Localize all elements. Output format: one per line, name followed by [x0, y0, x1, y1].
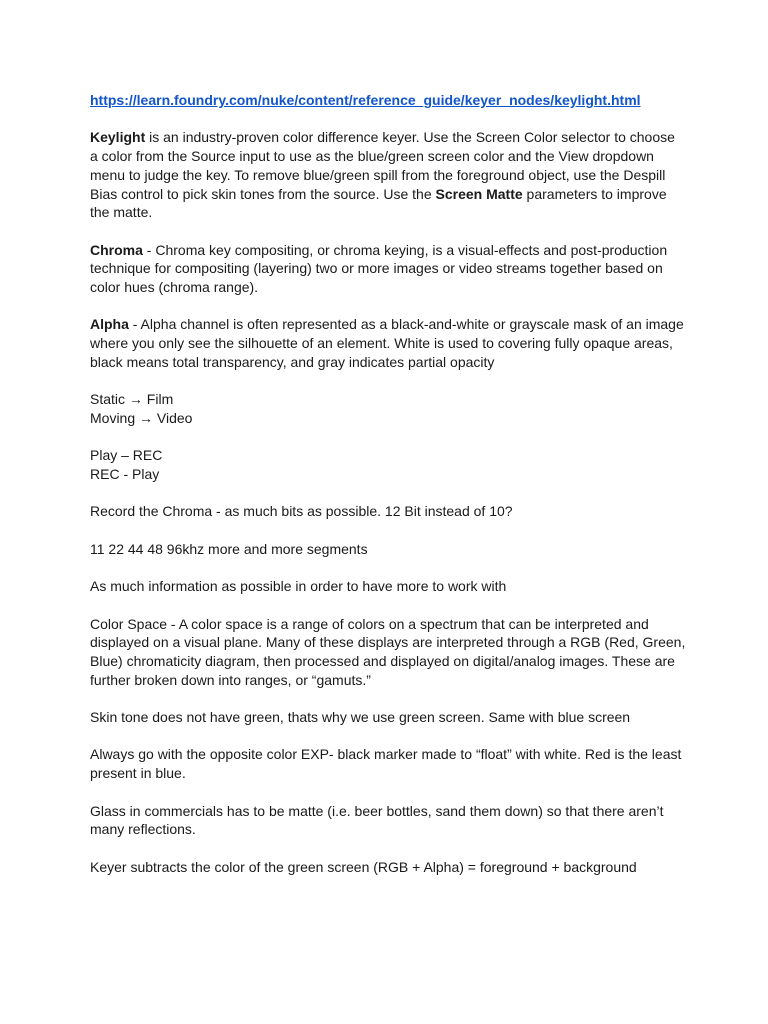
chroma-paragraph	[90, 241, 690, 297]
alpha-term: Alpha	[90, 316, 129, 333]
keylight-line-5: the matte.	[90, 204, 153, 221]
keylight-line-2: a color from the Source input to use as the blue/green screen color and the View dropdown	[90, 148, 654, 165]
alpha-line-1: Alpha - Alpha channel is often represented as a black-and-white or grayscale mask of an image	[90, 316, 684, 333]
keyer-line: Keyer subtracts the color of the green screen (RGB + Alpha) = foreground + background	[90, 858, 637, 875]
record-chroma-line: Record the Chroma - as much bits as possible. 12 Bit instead of 10?	[90, 503, 513, 520]
keylight-line-1: Keylight is an industry-proven color difference keyer. Use the Screen Color selector to choose	[90, 129, 675, 146]
alpha-line-2: where you only see the silhouette of an element. White is used to covering fully opaque areas,	[90, 335, 673, 352]
glass-line-2: many reflections.	[90, 821, 196, 838]
color-space-line-2: displayed on a visual plane. Many of these displays are interpreted through a RGB (Red, Green,	[90, 634, 686, 651]
glass-line-1: Glass in commercials has to be matte (i.e. beer bottles, sand them down) so that there aren’t	[90, 802, 664, 819]
color-space-paragraph	[90, 615, 690, 690]
khz-line: 11 22 44 48 96khz more and more segments	[90, 540, 368, 557]
skin-tone-paragraph	[90, 708, 690, 727]
alpha-paragraph	[90, 315, 690, 371]
alpha-line-3: black means total transparency, and gray indicates partial opacity	[90, 353, 495, 370]
document-page	[90, 91, 690, 895]
opposite-line-1: Always go with the opposite color EXP- black marker made to “float” with white. Red is the least	[90, 746, 682, 763]
skin-tone-line: Skin tone does not have green, thats why we use green screen. Same with blue screen	[90, 709, 631, 726]
play-rec-paragraph	[90, 446, 690, 483]
url-paragraph	[90, 91, 690, 110]
play-rec-line: Play – REC	[90, 447, 163, 464]
static-moving-paragraph	[90, 390, 690, 427]
keyer-paragraph	[90, 858, 690, 877]
information-line: As much information as possible in order to have more to work with	[90, 578, 507, 595]
keylight-reference-link[interactable]: https://learn.foundry.com/nuke/content/reference_guide/keyer_nodes/keylight.html	[90, 92, 641, 108]
keylight-paragraph	[90, 128, 690, 222]
information-paragraph	[90, 577, 690, 596]
opposite-color-paragraph	[90, 745, 690, 782]
keylight-line-4: Bias control to pick skin tones from the source. Use the Screen Matte parameters to improve	[90, 185, 667, 202]
chroma-line-3: color hues (chroma range).	[90, 279, 259, 295]
color-space-line-3: Blue) chromaticity diagram, then processed and displayed on digital/analog images. These are	[90, 652, 675, 669]
chroma-line-2: technique for compositing (layering) two or more images or video streams together based on	[90, 260, 663, 277]
screen-matte-term: Screen Matte	[435, 185, 523, 202]
record-chroma-paragraph	[90, 502, 690, 521]
glass-paragraph	[90, 802, 690, 839]
color-space-line-1: Color Space - A color space is a range of colors on a spectrum that can be interpreted and	[90, 615, 649, 632]
khz-paragraph	[90, 540, 690, 559]
static-film-line: Static → Film	[90, 391, 174, 408]
moving-video-line: Moving → Video	[90, 409, 193, 426]
chroma-term: Chroma	[90, 241, 143, 258]
opposite-line-2: present in blue.	[90, 765, 186, 782]
keylight-term: Keylight	[90, 129, 146, 146]
rec-play-line: REC - Play	[90, 465, 160, 482]
keylight-line-3: menu to judge the key. To remove blue/green spill from the foreground object, use the Despill	[90, 166, 666, 183]
chroma-line-1: Chroma - Chroma key compositing, or chroma keying, is a visual-effects and post-production	[90, 241, 668, 258]
color-space-line-4: further broken down into ranges, or “gamuts.”	[90, 671, 371, 688]
